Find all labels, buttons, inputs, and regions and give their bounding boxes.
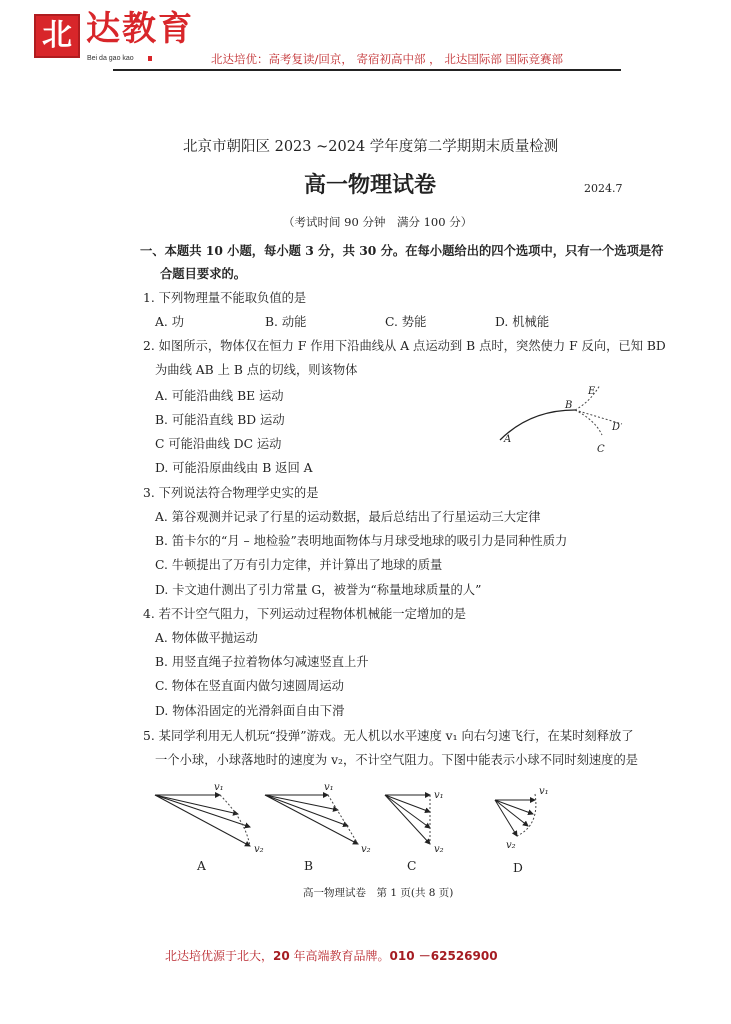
question-4-option-d: D. 物体沿固定的光滑斜面自由下滑 [155,704,345,718]
question-5-option-d: D [513,861,523,875]
question-3-option-c: C. 牛顿提出了万有引力定律，并计算出了地球的质量 [155,558,443,572]
question-3-stem: 3. 下列说法符合物理学史实的是 [143,486,319,500]
question-2-stem: 2. 如图所示，物体仅在恒力 F 作用下沿曲线从 A 点运动到 B 点时，突然使力 F 反向，已知 BD [143,339,666,353]
question-1-option-a: A. 功 [155,315,184,329]
question-5-option-a: A [197,859,206,873]
diagram-b-v1-label: v₁ [324,782,334,793]
exam-title: 高一物理试卷 [304,173,437,198]
ad-footer-part1: 北达培优源于北大， [165,949,274,963]
label-b: B [565,400,573,411]
ad-footer-part3: 年高端教育品牌。 [289,949,390,963]
section-instruction: 一、本题共 10 小题，每小题 3 分，共 30 分。在每小题给出的四个选项中，只有一个选项是符 [140,243,664,258]
ad-footer-part2: 20 [273,949,290,963]
question-4-option-b: B. 用竖直绳子拉着物体匀减速竖直上升 [155,655,369,669]
question-4-option-a: A. 物体做平抛运动 [155,631,258,645]
curve-diagram [490,380,630,460]
question-1-option-b: B. 动能 [265,315,307,329]
question-3-option-d: D. 卡文迪什测出了引力常量 G，被誉为“称量地球质量的人” [155,583,482,597]
logo-dot [148,56,152,61]
label-d: D [612,422,621,433]
diagram-a [155,782,264,855]
velocity-diagrams [150,780,570,856]
label-e: E [588,386,596,397]
curve-ab [500,410,575,440]
question-2-option-b: B. 可能沿直线 BD 运动 [155,413,285,427]
diagram-d-v1-label: v₁ [539,786,549,797]
question-2-stem-2: 为曲线 AB 上 B 点的切线，则该物体 [155,363,358,377]
question-4-option-c: C. 物体在竖直面内做匀速圆周运动 [155,679,344,693]
question-4-stem: 4. 若不计空气阻力，下列运动过程物体机械能一定增加的是 [143,607,467,621]
question-3-option-a: A. 第谷观测并记录了行星的运动数据，最后总结出了行星运动三大定律 [155,510,541,524]
logo-pinyin: Bei da gao kao [87,55,134,62]
logo-text: 达教育 [86,9,194,49]
header-slogan: 北达培优：高考复读/回京， 寄宿初高中部 ， 北达国际部 国际竞赛部 [211,52,563,66]
question-2-option-c: C 可能沿曲线 DC 运动 [155,437,282,451]
exam-date: 2024.7 [584,182,623,195]
question-5-stem-2: 一个小球，小球落地时的速度为 v₂，不计空气阻力。下图中能表示小球不同时刻速度的是 [155,753,639,767]
question-5-option-b: B [304,859,314,873]
question-3-option-b: B. 笛卡尔的“月 – 地检验”表明地面物体与月球受地球的吸引力是同种性质力 [155,534,568,548]
question-5-option-c: C [407,859,417,873]
diagram-a-v2-label: v₂ [254,844,264,855]
page-footer: 高一物理试卷 第 1 页(共 8 页) [303,887,454,899]
logo-badge: 北 [34,14,80,58]
diagram-b [265,782,371,855]
question-1-option-c: C. 势能 [385,315,427,329]
diagram-a-v1-label: v₁ [214,782,224,793]
question-1-option-d: D. 机械能 [495,315,550,329]
exam-subtitle: （考试时间 90 分钟 满分 100 分） [283,215,473,229]
label-c: C [597,444,605,455]
question-5-stem: 5. 某同学利用无人机玩“投弹”游戏。无人机以水平速度 v₁ 向右匀速飞行，在某时刻释放了 [143,729,634,743]
ad-footer-phone: 010 －62526900 [389,949,498,963]
diagram-d-v2-label: v₂ [506,840,516,851]
question-1-stem: 1. 下列物理量不能取负值的是 [143,291,307,305]
question-2-option-d: D. 可能沿原曲线由 B 返回 A [155,461,313,475]
ad-footer [165,948,498,964]
diagram-d [495,786,549,851]
diagram-c [385,790,444,855]
section-instruction-2: 合题目要求的。 [160,266,247,281]
diagram-c-v1-label: v₁ [434,790,444,801]
label-a: A [504,434,512,445]
question-2-option-a: A. 可能沿曲线 BE 运动 [155,389,284,403]
exam-title-line: 北京市朝阳区 2023 ~2024 学年度第二学期期末质量检测 [183,139,559,155]
diagram-c-v2-label: v₂ [434,844,444,855]
diagram-b-v2-label: v₂ [361,844,371,855]
header-divider [113,69,621,71]
curve-bc [575,410,602,435]
